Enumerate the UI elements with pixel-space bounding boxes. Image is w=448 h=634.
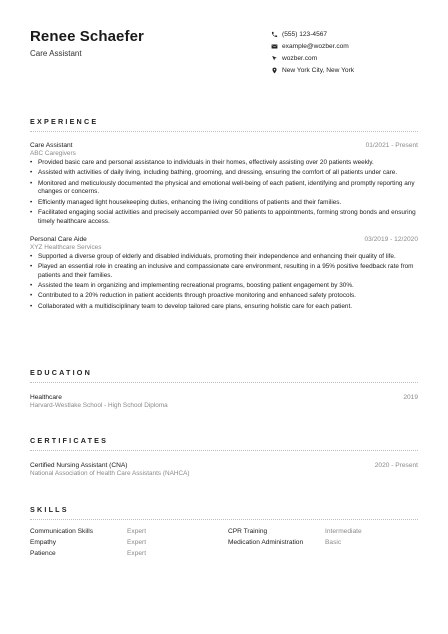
contact-phone-text: (555) 123-4567	[282, 30, 328, 38]
experience-divider	[30, 131, 418, 132]
job-entry	[30, 236, 418, 312]
education-section	[30, 368, 418, 409]
contact-location	[270, 65, 354, 77]
skills-divider	[30, 519, 418, 520]
job-company: XYZ Healthcare Services	[30, 243, 102, 251]
certificate-issuer: National Association of Health Care Assistants (NAHCA)	[30, 470, 190, 477]
certificate-entry	[30, 462, 418, 477]
skill-name: Empathy	[30, 539, 57, 546]
job-bullet: • Efficiently managed light housekeeping duties, enhancing the living conditions of patients and their families.	[30, 199, 418, 208]
skills-heading: SKILLS	[30, 505, 69, 514]
skill-name: CPR Training	[228, 528, 268, 535]
job-title: Care Assistant	[30, 142, 73, 149]
contact-list	[270, 28, 354, 77]
phone-icon	[270, 30, 278, 38]
contact-website[interactable]	[270, 52, 354, 64]
certificates-heading: CERTIFICATES	[30, 436, 109, 445]
job-company: ABC Caregivers	[30, 150, 76, 157]
skill-level: Expert	[127, 550, 147, 557]
job-bullet: • Played an essential role in creating an inclusive and compassionate care environment, resulting in a 95% positive feedback rate from patients and their families.	[30, 263, 418, 281]
job-entry	[30, 142, 418, 227]
candidate-role: Care Assistant	[30, 49, 82, 58]
location-icon	[270, 67, 278, 75]
job-bullet: • Assisted with activities of daily living, including bathing, grooming, and dressing, ensuring the comfort of all patients under care.	[30, 169, 418, 178]
certificates-divider	[30, 450, 418, 451]
job-bullet: • Facilitated engaging social activities and precisely accompanied over 50 patients to appointments, forming strong bonds and ensuring timely healthcare access.	[30, 209, 418, 227]
education-title: Healthcare	[30, 394, 62, 401]
job-title: Personal Care Aide	[30, 235, 87, 243]
job-bullet: • Monitored and meticulously documented the physical and emotional well-being of each patient, identifying and promptly reporting any changes or concerns.	[30, 180, 418, 198]
skill-name: Medication Administration	[228, 539, 304, 546]
job-date: 01/2021 - Present	[365, 142, 418, 149]
certificates-section	[30, 436, 418, 477]
contact-email[interactable]	[270, 40, 354, 52]
contact-email-text[interactable]: example@wozber.com	[282, 42, 349, 50]
link-icon	[270, 54, 278, 62]
job-bullet: • Assisted the team in organizing and implementing recreational programs, boosting patient engagement by 30%.	[30, 282, 418, 291]
skill-level: Expert	[127, 539, 147, 546]
education-header	[30, 394, 418, 401]
contact-phone	[270, 28, 354, 40]
certificate-title: Certified Nursing Assistant (CNA)	[30, 462, 128, 469]
job-bullet: • Collaborated with a multidisciplinary team to develop tailored care plans, ensuring holistic care for each patient.	[30, 303, 418, 312]
education-date: 2019	[403, 394, 418, 401]
experience-heading: EXPERIENCE	[30, 117, 99, 126]
contact-location-text: New York City, New York	[282, 67, 355, 75]
job-header	[30, 142, 418, 149]
job-bullet: • Contributed to a 20% reduction in patient accidents through proactive monitoring and enhanced safety protocols.	[30, 292, 418, 301]
job-date: 03/2019 - 12/2020	[364, 235, 418, 243]
skill-level: Intermediate	[325, 528, 362, 535]
skills-section	[30, 505, 418, 557]
education-heading: EDUCATION	[30, 368, 92, 377]
job-bullets	[30, 159, 418, 227]
resume-header	[30, 0, 418, 92]
certificate-date: 2020 - Present	[374, 462, 418, 469]
job-bullet: • Provided basic care and personal assistance to individuals in their homes, effectively assisting over 20 patients weekly.	[30, 159, 418, 168]
email-icon	[270, 42, 278, 50]
job-bullets	[30, 253, 418, 312]
job-bullet: • Supported a diverse group of elderly and disabled individuals, promoting their independence and enhancing their quality of life.	[30, 253, 418, 262]
candidate-name: Renee Schaefer	[30, 28, 144, 45]
certificate-header	[30, 462, 418, 469]
skill-level: Expert	[127, 528, 147, 535]
skill-name: Communication Skills	[30, 528, 94, 535]
skills-grid	[30, 528, 418, 557]
contact-website-text[interactable]: wozber.com	[282, 54, 318, 62]
skill-level: Basic	[325, 539, 342, 546]
education-school: Harvard-Westlake School - High School Diploma	[30, 402, 168, 409]
job-header	[30, 236, 418, 243]
education-entry	[30, 394, 418, 409]
education-divider	[30, 382, 418, 383]
experience-section	[30, 117, 418, 313]
skill-name: Patience	[30, 550, 56, 557]
